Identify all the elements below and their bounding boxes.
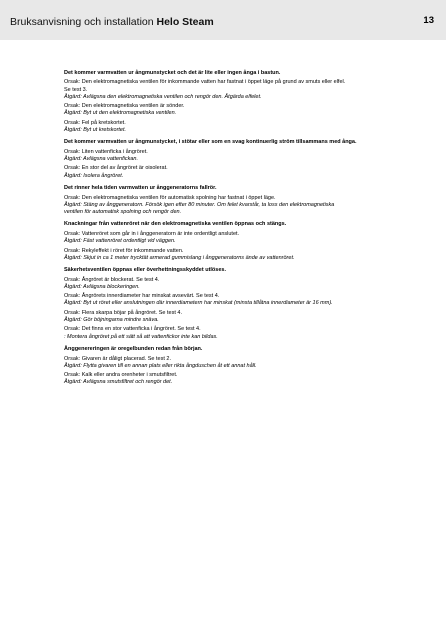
remedy-text: Åtgärd: Isolera ångröret. (64, 172, 124, 179)
cause-text: Orsak: Kalk eller andra orenheter i smutsfiltret. (64, 372, 178, 379)
cause-remedy-group (64, 195, 410, 216)
header-title (10, 16, 214, 28)
cause-remedy-group (64, 248, 410, 262)
section-heading: Det kommer varmvatten ur ångmunstycket, i stötar eller som en svag kontinuerlig ström tillsammans med ånga. (64, 139, 357, 146)
cause-text: Orsak: Vattenröret som går in i ånggeneratorn är inte ordentligt anslutet. (64, 230, 240, 237)
cause-remedy-group (64, 356, 410, 370)
cause-remedy-group (64, 293, 410, 307)
page-header (0, 0, 446, 40)
troubleshooting-section (64, 139, 410, 179)
cause-remedy-group (64, 277, 410, 291)
remedy-text: ventilen för automatisk spolning och rengör den. (64, 208, 182, 215)
cause-remedy-group (64, 231, 410, 245)
section-heading: Det rinner hela tiden varmvatten ur ånggeneratorns fallrör. (64, 185, 217, 192)
remedy-text: : Montera ångröret på ett sätt så att vattenfickor inte kan bildas. (64, 333, 218, 340)
section-heading: Knackningar från vattenröret när den elektromagnetiska ventilen öppnas och stängs. (64, 221, 287, 228)
remedy-text: Åtgärd: Flytta givaren till en annan plats eller rikta ångduschen åt ett annat håll. (64, 362, 257, 369)
cause-text: Orsak: Flera skarpa böjar på ångröret. Se test 4. (64, 309, 183, 316)
remedy-text: Åtgärd: Gör böjningarna mindre snäva. (64, 316, 159, 323)
section-heading: Säkerhetsventilen öppnas eller överhettningsskyddet utlöses. (64, 267, 226, 274)
remedy-text: Åtgärd: Fäst vattenröret ordentligt vid väggen. (64, 238, 176, 245)
cause-text: Orsak: Givaren är dåligt placerad. Se test 2. (64, 355, 171, 362)
troubleshooting-section (64, 221, 410, 261)
cause-remedy-group (64, 326, 410, 340)
cause-text: Orsak: Den elektromagnetiska ventilen är sönder. (64, 103, 185, 110)
cause-remedy-group (64, 372, 410, 386)
cause-remedy-group (64, 79, 410, 100)
troubleshooting-section (64, 267, 410, 340)
remedy-text: Åtgärd: Byt ut röret eller anslutningen där innerdiametern har minskat (minsta tillåtna innerdiameter är 16 mm). (64, 300, 333, 307)
troubleshooting-section (64, 70, 410, 134)
cause-remedy-group (64, 149, 410, 163)
remedy-text: Åtgärd: Skjut in ca 1 meter trycktät armerad gummislang i ånggeneratorns ände av vattenröret. (64, 254, 295, 261)
cause-remedy-group (64, 103, 410, 117)
cause-text: Orsak: En stor del av ångröret är oisolerat. (64, 165, 168, 172)
page-number: 13 (423, 15, 434, 26)
cause-text: Orsak: Det finns en stor vattenficka i ångröret. Se test 4. (64, 326, 201, 333)
cause-remedy-group (64, 310, 410, 324)
header-title-prefix: Bruksanvisning och installation (10, 16, 157, 28)
cause-text: Orsak: Fel på kretskortet. (64, 119, 126, 126)
remedy-text: Åtgärd: Avlägsna smutsfiltret och rengör det. (64, 379, 173, 386)
cause-text: Orsak: Den elektromagnetiska ventilen för inkommande vatten har fastnat i öppet läge på grund av smuts eller elfel. (64, 79, 346, 86)
remedy-text: Åtgärd: Stäng av ånggeneratorn. Försök igen efter 80 minuter. Om felet kvarstår, ta loss den elektromagnetiska (64, 201, 335, 208)
remedy-text: Åtgärd: Avlägsna blockeringen. (64, 283, 140, 290)
header-title-product: Helo Steam (156, 16, 214, 28)
remedy-text: Åtgärd: Byt ut kretskortet. (64, 126, 127, 133)
troubleshooting-content (64, 70, 410, 392)
troubleshooting-section (64, 185, 410, 216)
cause-text: Orsak: Ångrörets innerdiameter har minskat avsevärt. Se test 4. (64, 293, 220, 300)
remedy-text: Åtgärd: Byt ut den elektromagnetiska ventilen. (64, 110, 177, 117)
section-heading: Det kommer varmvatten ur ångmunstycket och det är lite eller ingen ånga i bastun. (64, 70, 281, 76)
cause-text: Se test 3. (64, 86, 88, 93)
remedy-text: Åtgärd: Avlägsna vattenfickan. (64, 156, 138, 162)
troubleshooting-section (64, 346, 410, 386)
cause-text: Orsak: Den elektromagnetiska ventilen för automatisk spolning har fastnat i öppet läge. (64, 194, 276, 201)
cause-remedy-group (64, 120, 410, 134)
cause-remedy-group (64, 165, 410, 179)
cause-text: Orsak: Rekyleffekt i röret för inkommande vatten. (64, 247, 184, 254)
cause-text: Orsak: Liten vattenficka i ångröret. (64, 148, 148, 155)
cause-text: Orsak: Ångröret är blockerat. Se test 4. (64, 276, 160, 283)
remedy-text: Åtgärd: Avlägsna den elektromagnetiska ventilen och rengör den. Åtgärda elfelet. (64, 93, 262, 100)
section-heading: Ånggenereringen är oregelbunden redan från början. (64, 346, 203, 353)
